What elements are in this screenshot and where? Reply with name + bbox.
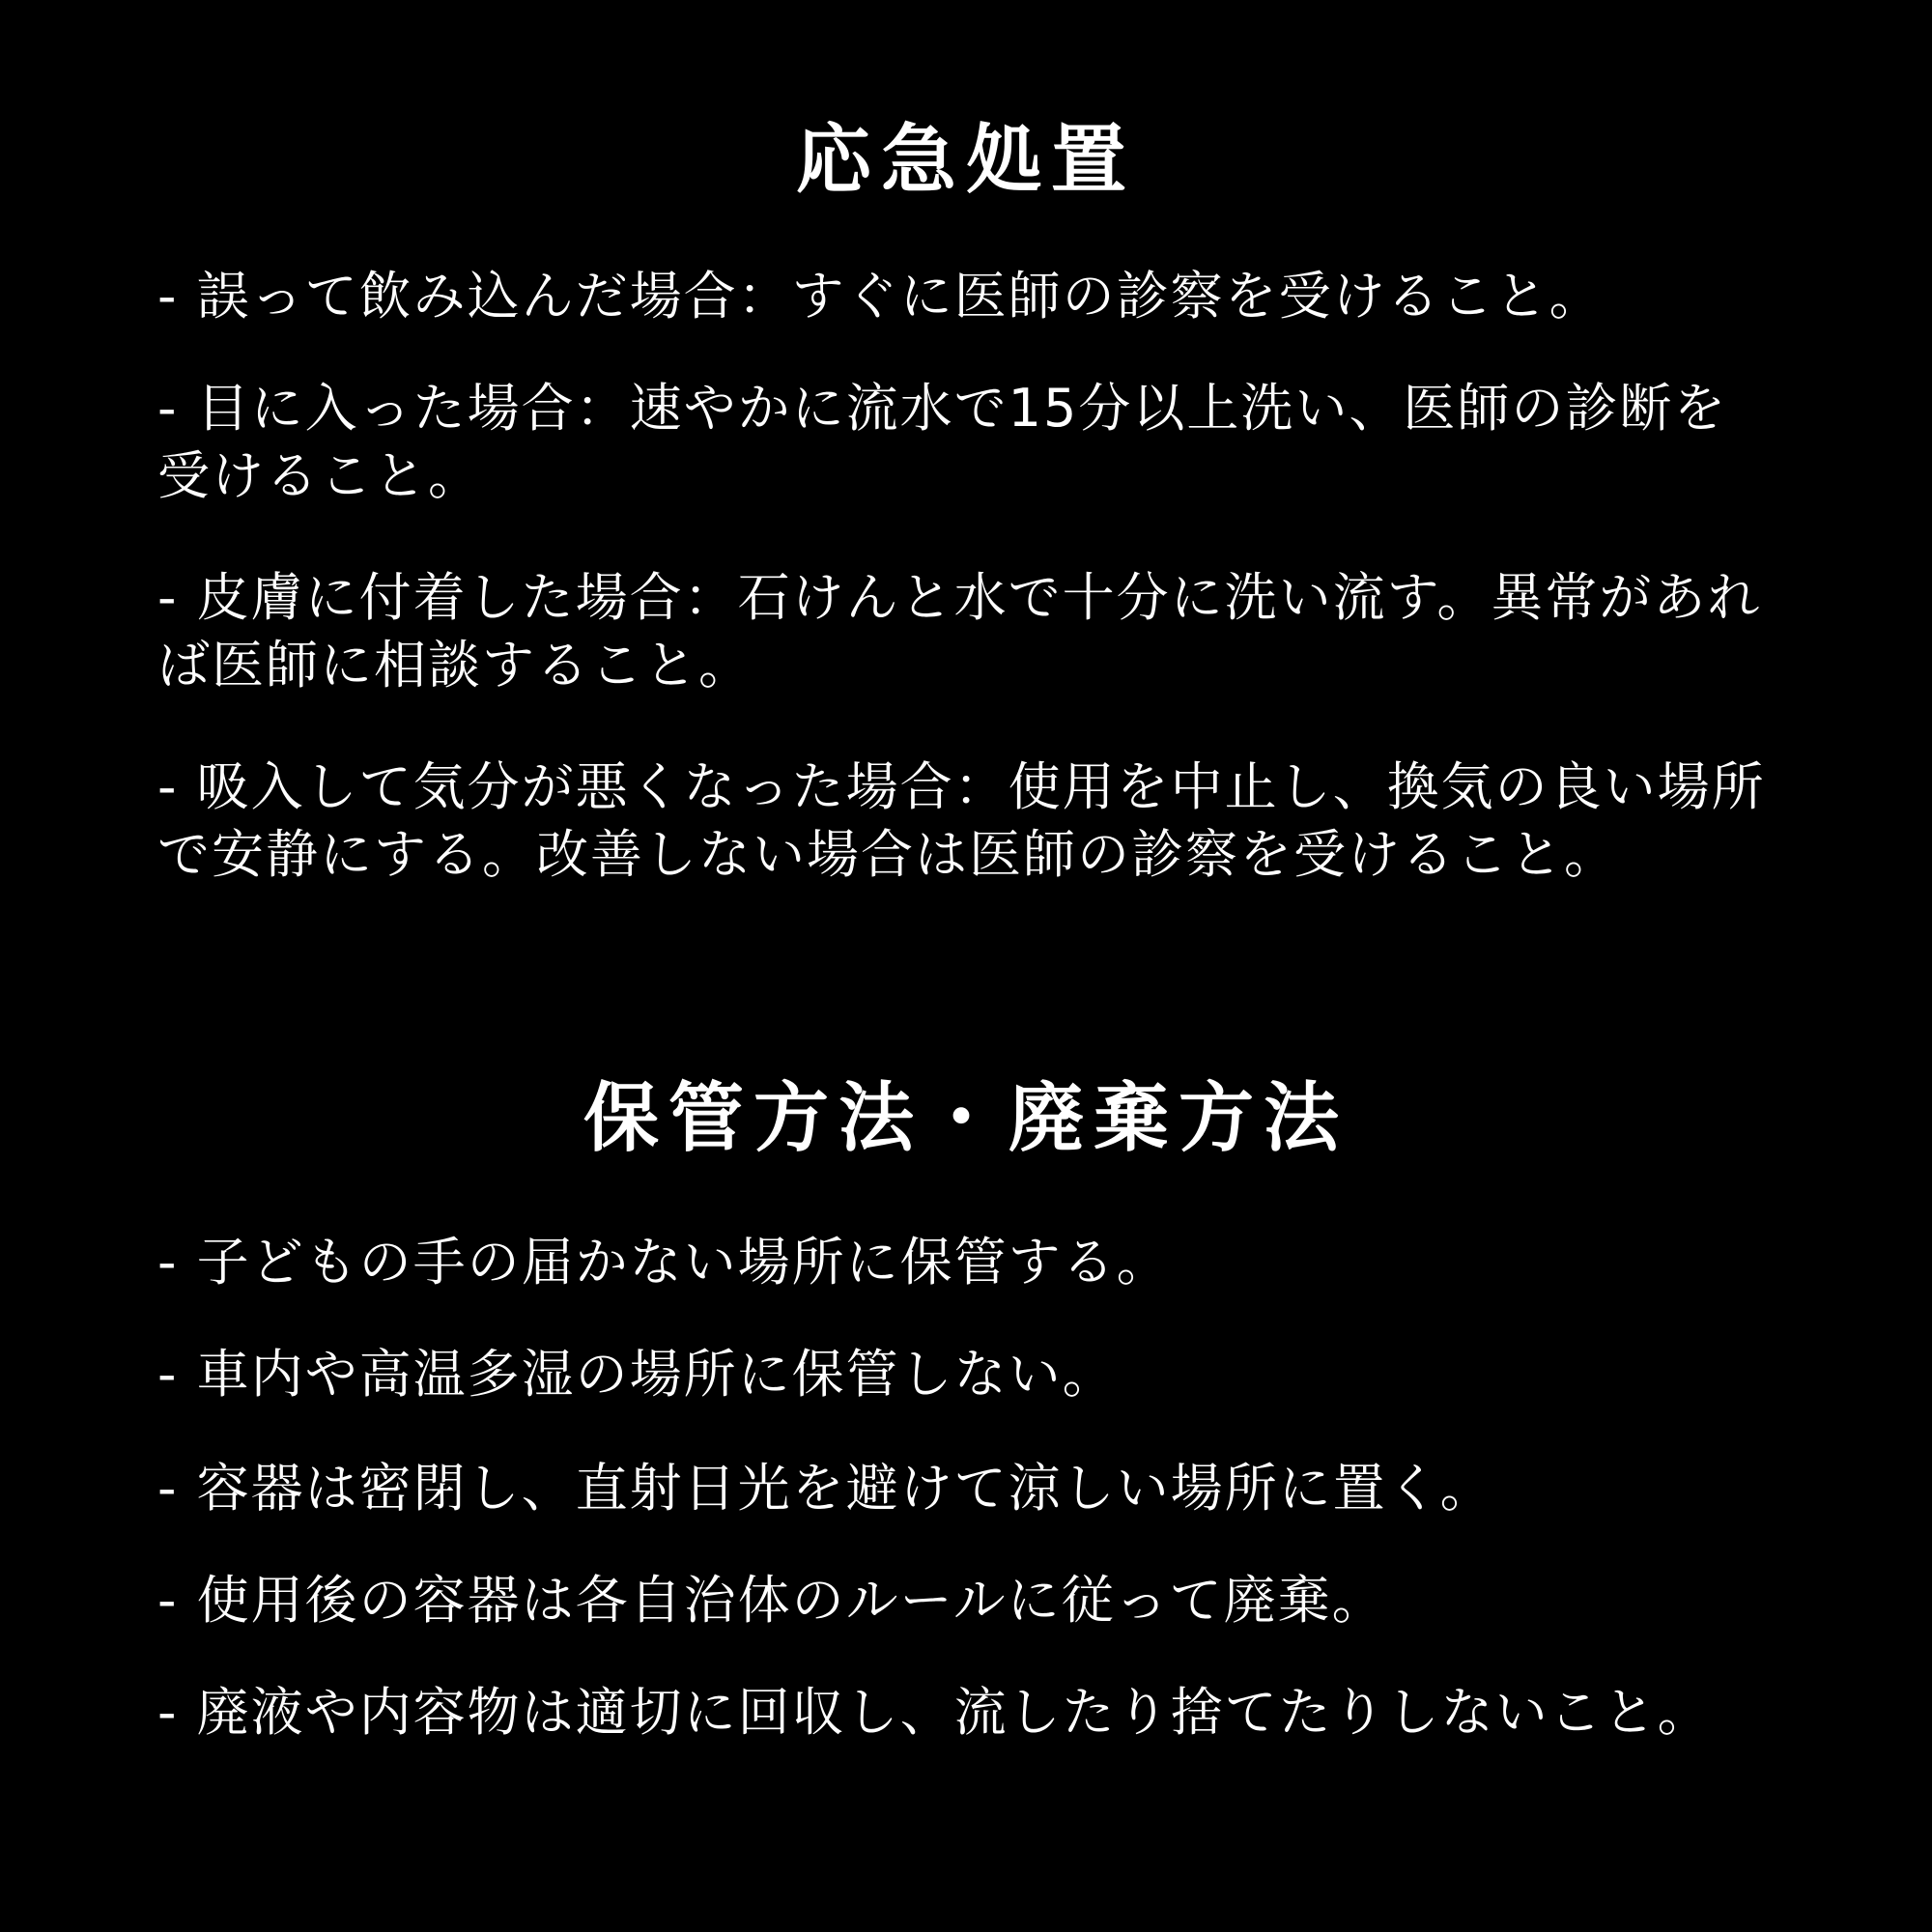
disposal-item-container: - 使用後の容器は各自治体のルールに従って廃棄。 xyxy=(157,1570,1386,1631)
first-aid-item-inhaled: - 吸入して気分が悪くなった場合：使用を中止し、換気の良い場所で安静にする。改善しない場合は医師の診察を受けること。 xyxy=(157,756,1766,885)
storage-item-children: - 子どもの手の届かない場所に保管する。 xyxy=(157,1232,1171,1293)
storage-item-heat-humidity: - 車内や高温多湿の場所に保管しない。 xyxy=(157,1344,1117,1405)
storage-disposal-heading: 保管方法・廃棄方法 xyxy=(582,1075,1349,1162)
first-aid-item-swallowed: - 誤って飲み込んだ場合：すぐに医師の診察を受けること。 xyxy=(157,266,1604,327)
first-aid-item-skin: - 皮膚に付着した場合：石けんと水で十分に洗い流す。異常があれば医師に相談すること。 xyxy=(157,567,1762,696)
disposal-item-waste-liquid: - 廃液や内容物は適切に回収し、流したり捨てたりしないこと。 xyxy=(157,1682,1712,1743)
storage-item-sealed-container: - 容器は密閉し、直射日光を避けて涼しい場所に置く。 xyxy=(157,1458,1494,1519)
first-aid-heading: 応急処置 xyxy=(795,117,1136,204)
first-aid-item-eyes: - 目に入った場合：速やかに流水で15分以上洗い、医師の診断を受けること。 xyxy=(157,378,1728,506)
